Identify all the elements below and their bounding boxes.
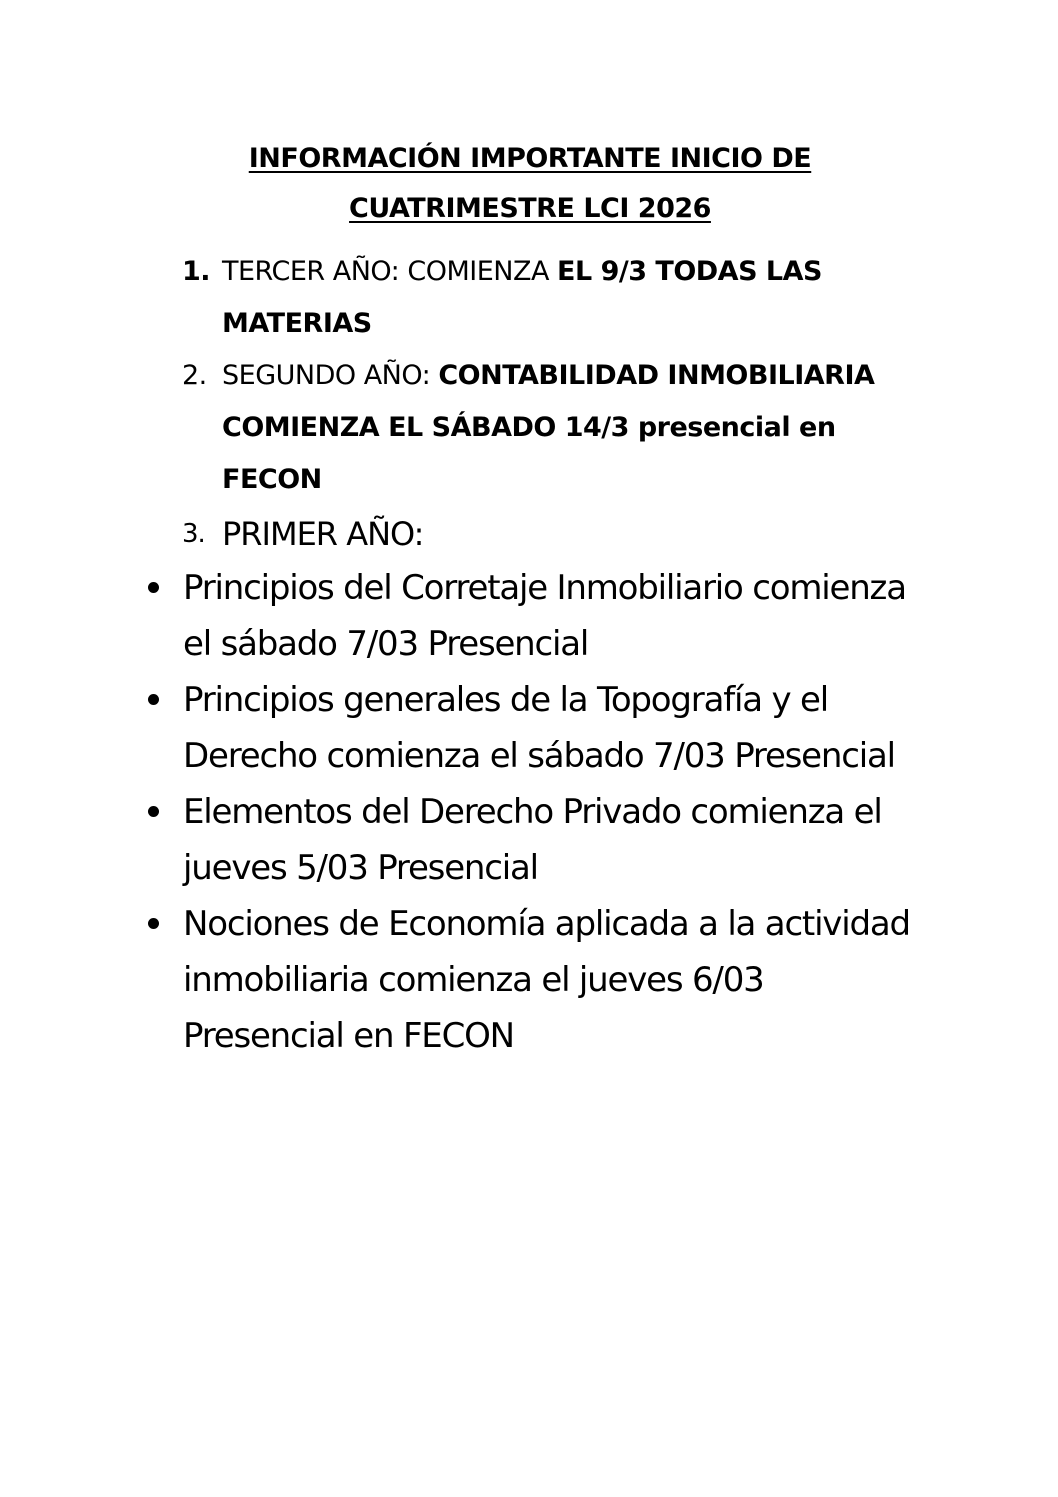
- list-item-bold-text: CONTABILIDAD INMOBILIARIA COMIENZA EL SÁBADO 14/3 presencial en FECON: [222, 360, 875, 495]
- title-line-1: INFORMACIÓN IMPORTANTE INICIO DE: [248, 143, 812, 174]
- bullet-text: Principios del Corretaje Inmobiliario comienza el sábado 7/03 Presencial: [183, 568, 906, 664]
- list-item-text: PRIMER AÑO:: [222, 515, 424, 553]
- numbered-list: [182, 246, 882, 562]
- list-item-primer-ano: [182, 506, 882, 562]
- bullet-dot-icon: [148, 582, 159, 593]
- list-marker: 2.: [182, 360, 207, 391]
- list-item-bold-text: EL 9/3 TODAS LAS MATERIAS: [222, 256, 822, 339]
- bullet-item: [144, 560, 924, 672]
- bullet-dot-icon: [148, 918, 159, 929]
- document-title: [150, 134, 910, 234]
- list-item-text: SEGUNDO AÑO:: [222, 360, 439, 391]
- bullet-dot-icon: [148, 694, 159, 705]
- bullet-text: Principios generales de la Topografía y el Derecho comienza el sábado 7/03 Presencial: [183, 680, 895, 776]
- bullet-item: [144, 784, 924, 896]
- list-item-tercer-ano: [182, 246, 882, 350]
- bullet-list: [144, 560, 924, 1064]
- list-marker: 3.: [182, 519, 205, 549]
- bullet-text: Elementos del Derecho Privado comienza el jueves 5/03 Presencial: [183, 792, 882, 888]
- list-item-segundo-ano: [182, 350, 882, 506]
- list-marker: 1.: [182, 256, 211, 287]
- title-line-2: CUATRIMESTRE LCI 2026: [349, 193, 711, 224]
- bullet-item: [144, 896, 924, 1064]
- bullet-text: Nociones de Economía aplicada a la actividad inmobiliaria comienza el jueves 6/03 Presencial en FECON: [183, 904, 910, 1056]
- bullet-item: [144, 672, 924, 784]
- list-item-text: TERCER AÑO: COMIENZA: [222, 256, 558, 287]
- bullet-dot-icon: [148, 806, 159, 817]
